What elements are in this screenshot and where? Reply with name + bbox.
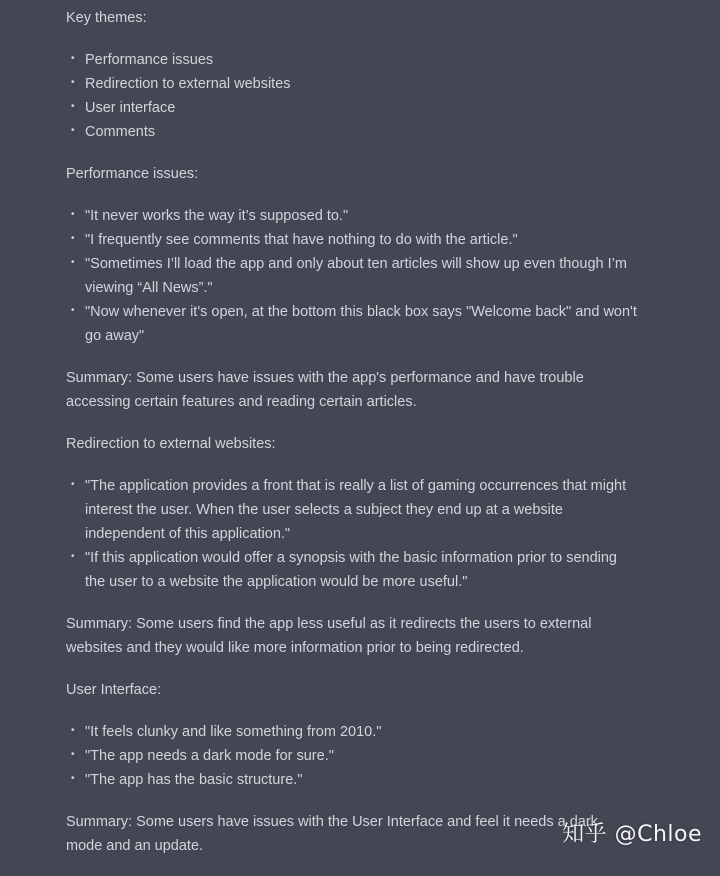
list-item: • User interface	[66, 96, 638, 120]
list-item: • Performance issues	[66, 48, 638, 72]
bullet-icon: •	[71, 257, 75, 268]
bullet-icon: •	[71, 749, 75, 760]
ui-summary: Summary: Some users have issues with the User Interface and feel it needs a dark mode and an update.	[66, 814, 598, 854]
bullet-icon: •	[71, 53, 75, 64]
list-item: • "It never works the way it’s supposed to."	[66, 204, 638, 228]
response-content	[66, 6, 638, 876]
watermark: 知乎 @Chloe	[562, 822, 702, 847]
list-item: • "If this application would offer a synopsis with the basic information prior to sending the user to a website the application would be more useful."	[66, 546, 638, 594]
bullet-icon: •	[71, 77, 75, 88]
ui-heading: User Interface:	[66, 682, 162, 698]
key-themes-list	[66, 48, 638, 144]
bullet-icon: •	[71, 725, 75, 736]
redirection-quotes-list	[66, 474, 638, 594]
list-item: • "Sometimes I’ll load the app and only about ten articles will show up even though I’m viewing “All News”."	[66, 252, 638, 300]
bullet-icon: •	[71, 209, 75, 220]
bullet-icon: •	[71, 479, 75, 490]
bullet-icon: •	[71, 125, 75, 136]
redirection-summary: Summary: Some users find the app less useful as it redirects the users to external websites and they would like more information prior to being redirected.	[66, 616, 592, 656]
redirection-heading: Redirection to external websites:	[66, 436, 276, 452]
bullet-icon: •	[71, 773, 75, 784]
list-item: • "Now whenever it's open, at the bottom this black box says "Welcome back" and won't go away"	[66, 300, 638, 348]
performance-quotes-list	[66, 204, 638, 348]
bullet-icon: •	[71, 551, 75, 562]
list-item: • Comments	[66, 120, 638, 144]
ui-quotes-list	[66, 720, 638, 792]
list-item: • "I frequently see comments that have nothing to do with the article."	[66, 228, 638, 252]
performance-heading: Performance issues:	[66, 166, 199, 182]
list-item: • Redirection to external websites	[66, 72, 638, 96]
list-item: • "The application provides a front that is really a list of gaming occurrences that might interest the user. When the user selects a subject they end up at a website independent of this application."	[66, 474, 638, 546]
bullet-icon: •	[71, 233, 75, 244]
list-item: • "It feels clunky and like something from 2010."	[66, 720, 638, 744]
list-item: • "The app has the basic structure."	[66, 768, 638, 792]
bullet-icon: •	[71, 101, 75, 112]
key-themes-heading: Key themes:	[66, 10, 147, 26]
list-item: • "The app needs a dark mode for sure."	[66, 744, 638, 768]
performance-summary: Summary: Some users have issues with the app's performance and have trouble accessing certain features and reading certain articles.	[66, 370, 584, 410]
bullet-icon: •	[71, 305, 75, 316]
